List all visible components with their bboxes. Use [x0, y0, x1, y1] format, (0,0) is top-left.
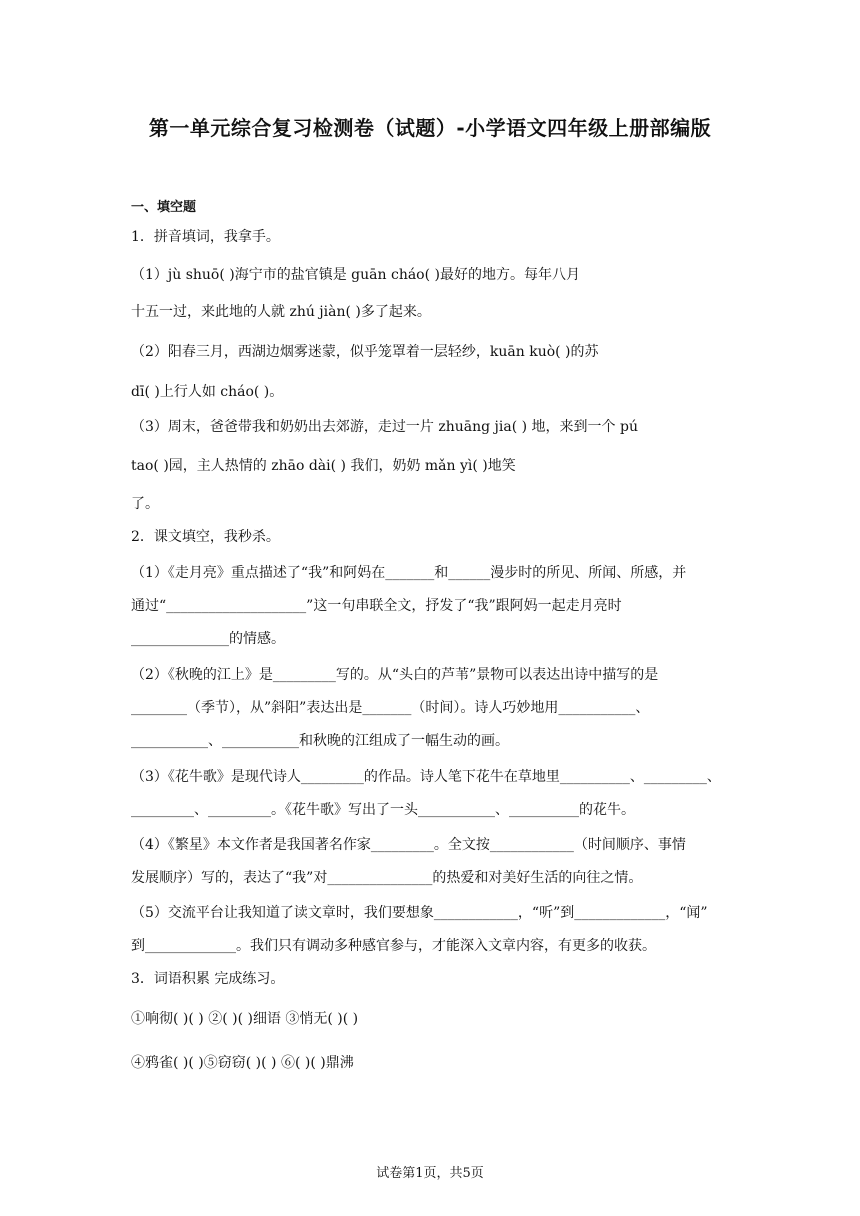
question-3-line: ④鸦雀( )( )⑤窃窃( )( ) ⑥( )( )鼎沸	[131, 1055, 354, 1071]
question-2-line: ________（季节），从”斜阳”表达出是_______（时间）。诗人巧妙地用___________、	[131, 700, 650, 716]
question-3-prompt: 3．词语积累 完成练习。	[131, 971, 285, 987]
question-2-line: （4）《繁星》本文作者是我国著名作家_________。全文按____________（时间顺序、事情	[131, 837, 686, 853]
question-1-line: （3）周末，爸爸带我和奶奶出去郊游，走过一片 zhuāng jia( ) 地，来到一个 pú	[131, 419, 638, 435]
question-1-prompt: 1．拼音填词，我拿手。	[131, 229, 280, 245]
question-2-line: _________、_________。《花牛歌》写出了一头___________、__________的花牛。	[131, 802, 635, 818]
question-2-line: 发展顺序）写的，表达了“我”对_______________的热爱和对美好生活的向往之情。	[131, 870, 643, 886]
question-1-line: （1）jù shuō( )海宁市的盐官镇是 guān cháo( )最好的地方。每年八月	[131, 267, 580, 283]
question-2-line: （5）交流平台让我知道了读文章时，我们要想象____________，“听”到_____________，“闻”	[131, 905, 708, 921]
question-2-line: （1）《走月亮》重点描述了“我”和阿妈在_______和______漫步时的所见、所闻、所感，并	[131, 565, 687, 581]
question-1-line: 了。	[131, 496, 159, 512]
question-2-prompt: 2．课文填空，我秒杀。	[131, 529, 280, 545]
question-1-line: tao( )园，主人热情的 zhāo dài( ) 我们，奶奶 mǎn yì( )地笑	[131, 458, 516, 474]
section-heading: 一、填空题	[131, 200, 197, 215]
question-2-line: ___________、___________和秋晚的江组成了一幅生动的画。	[131, 733, 509, 749]
question-1-line: dī( )上行人如 cháo( )。	[131, 384, 284, 400]
question-3-line: ①响彻( )( ) ②( )( )细语 ③悄无( )( )	[131, 1011, 359, 1027]
question-2-line: 通过“____________________”这一句串联全文，抒发了“我”跟阿妈一起走月亮时	[131, 598, 622, 614]
question-2-line: 到_____________。我们只有调动多种感官参与，才能深入文章内容，有更多的收获。	[131, 938, 656, 954]
question-2-line: （2）《秋晚的江上》是_________写的。从“头白的芦苇”景物可以表达出诗中描写的是	[131, 667, 659, 683]
question-2-line: （3）《花牛歌》是现代诗人_________的作品。诗人笔下花牛在草地里__________、_________、	[131, 769, 721, 785]
page-footer: 试卷第1页，共5页	[376, 1166, 484, 1181]
question-1-line: 十五一过，来此地的人就 zhú jiàn( )多了起来。	[131, 304, 431, 320]
question-1-line: （2）阳春三月，西湖边烟雾迷蒙，似乎笼罩着一层轻纱，kuān kuò( )的苏	[131, 344, 599, 360]
page-title: 第一单元综合复习检测卷（试题）-小学语文四年级上册部编版	[148, 116, 712, 140]
question-2-line: ______________的情感。	[131, 631, 285, 647]
